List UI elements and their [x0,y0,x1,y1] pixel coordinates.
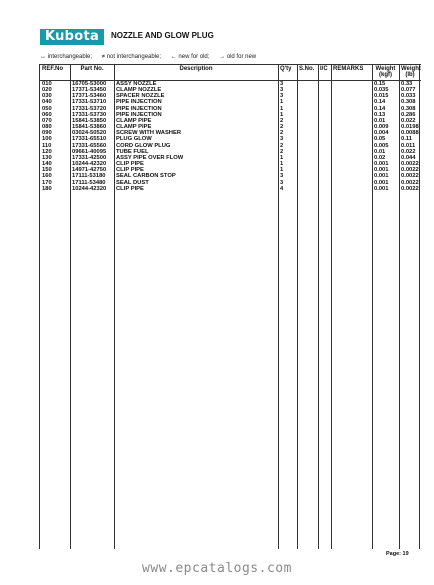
qty-cell: 3 [280,179,284,186]
weight-lb-cell: 0.077 [401,87,416,94]
ref-no-cell: 030 [42,93,52,100]
weight-lb-cell: 0.0198 [401,124,419,131]
weight-kgf-cell: 0.01 [374,117,386,124]
weight-kgf-cell: 0.004 [374,130,389,137]
ref-no-cell: 070 [42,117,52,124]
qty-cell: 1 [280,105,284,112]
weight-kgf-cell: 0.009 [374,124,389,131]
ref-no-cell: 050 [42,105,52,112]
description-cell: ASSY NOZZLE [116,81,157,87]
qty-cell: 2 [280,117,284,124]
weight-lb-cell: 0.022 [401,148,416,155]
part-no-cell: 15841-53850 [72,117,107,124]
ref-no-cell: 040 [42,99,52,106]
part-no-cell: 15841-53860 [72,124,107,131]
col-qty: Q'ty [278,65,297,81]
qty-cell: 1 [280,111,284,118]
ref-no-cell: 160 [42,173,52,180]
qty-cell: 4 [280,185,284,192]
part-no-cell: 17331-53730 [72,111,107,118]
ic-cell [318,186,331,192]
qty-cell: 3 [280,136,284,143]
qty-cell: 2 [280,148,284,155]
col-serial-no: S.No. [297,65,318,81]
ref-no-cell: 090 [42,130,52,137]
weight-kgf-cell: 0.001 [374,161,389,168]
description-cell: ASSY PIPE OVER FLOW [116,154,184,161]
qty-cell: 3 [280,93,284,100]
ref-no-cell: 060 [42,111,52,118]
ref-no-cell: 120 [42,148,52,155]
table-row [40,186,421,192]
weight-kgf-cell: 0.001 [374,179,389,186]
legend-interchangeable: ↔ interchangeable; [40,54,93,60]
qty-cell: 1 [280,161,284,168]
part-no-cell: 17371-53450 [72,87,107,94]
part-no-cell: 17111-53180 [72,173,106,180]
weight-lb-cell: 0.0022 [401,173,419,180]
part-no-cell: 17111-53480 [72,179,106,186]
parts-table [40,64,421,192]
description-cell: SPACER NOZZLE [116,93,165,100]
ref-no-cell: 180 [42,185,52,192]
weight-kgf-cell: 0.05 [374,136,386,143]
weight-kgf-cell: 0.02 [374,154,386,161]
table-header-row [40,65,421,81]
weight-kgf-cell: 0.035 [374,87,389,94]
weight-kgf-cell: 0.001 [374,185,389,192]
description-cell: CLAMP PIPE [116,117,152,124]
weight-kgf-cell: 0.15 [374,81,386,87]
ref-no-cell: 080 [42,124,52,131]
weight-kgf-cell: 0.005 [374,142,389,149]
qty-cell: 1 [280,154,284,161]
part-no-cell: 03024-50520 [72,130,107,137]
weight-lb-cell: 0.308 [401,99,416,106]
serial-no-cell [297,186,318,192]
qty-cell: 1 [280,167,284,174]
part-no-cell: 10244-42320 [72,161,107,168]
description-cell: CORD GLOW PLUG [116,142,171,149]
parts-table-frame [39,64,420,549]
weight-lb-cell: 0.33 [401,81,413,87]
ref-no-cell: 130 [42,154,52,161]
description-cell: CLIP PIPE [116,167,144,174]
qty-cell: 1 [280,99,284,106]
col-part-no: Part No. [70,65,114,81]
page-title: NOZZLE AND GLOW PLUG [111,31,214,40]
table-row [40,81,421,88]
description-cell: SEAL CARBON STOP [116,173,176,180]
col-description: Description [114,65,278,81]
weight-lb-cell: 0.022 [401,117,416,124]
qty-cell: 3 [280,173,284,180]
serial-no-cell [297,81,318,88]
weight-lb-cell: 0.308 [401,105,416,112]
page-number: Page: 19 [386,551,409,557]
ref-no-cell: 140 [42,161,52,168]
col-weight-lb: Weight (lb) [399,65,421,81]
weight-kgf-cell: 0.001 [374,167,389,174]
description-cell: PIPE INJECTION [116,111,162,118]
legend-old-for-new: → old for new [219,54,257,60]
weight-lb-cell: 0.044 [401,154,416,161]
description-cell: PIPE INJECTION [116,99,162,106]
ic-cell [318,81,331,88]
part-no-cell: 17331-53710 [72,99,107,106]
part-no-cell: 17371-53460 [72,93,107,100]
weight-lb-cell: 0.0088 [401,130,419,137]
description-cell: CLAMP PIPE [116,124,152,131]
weight-lb-cell: 0.0022 [401,179,419,186]
col-remarks: REMARKS [331,65,372,81]
weight-lb-cell: 0.0022 [401,185,419,192]
description-cell: SCREW WITH WASHER [116,130,182,137]
weight-lb-cell: 0.0022 [401,167,419,174]
weight-lb-cell: 0.0022 [401,161,419,168]
part-no-cell: 10244-42320 [72,185,107,192]
description-cell: CLIP PIPE [116,185,144,192]
description-cell: SEAL DUST [116,179,149,186]
weight-kgf-cell: 0.14 [374,105,386,112]
description-cell: CLIP PIPE [116,161,144,168]
remarks-cell [331,81,372,88]
description-cell: PLUG GLOW [116,136,152,143]
weight-kgf-cell: 0.14 [374,99,386,106]
col-weight-kgf: Weight (kgf) [372,65,399,81]
legend-new-for-old: ← new for old; [170,54,210,60]
ref-no-cell: 110 [42,142,52,149]
kubota-logo: Kubota [40,29,104,45]
weight-lb-cell: 0.11 [401,136,412,143]
part-no-cell: 14971-42750 [72,167,107,174]
qty-cell: 3 [280,81,284,87]
description-cell: CLAMP NOZZLE [116,87,162,94]
qty-cell: 2 [280,142,284,149]
weight-kgf-cell: 0.13 [374,111,386,118]
col-ref-no: REF.No [40,65,70,81]
weight-kgf-cell: 0.015 [374,93,389,100]
col-ic: I/C [318,65,331,81]
part-no-cell: 17331-65560 [72,142,107,149]
part-no-cell: 17331-42500 [72,154,107,161]
ref-no-cell: 100 [42,136,52,143]
ref-no-cell: 150 [42,167,52,174]
weight-kgf-cell: 0.001 [374,173,389,180]
ref-no-cell: 170 [42,179,52,186]
weight-lb-cell: 0.011 [401,142,416,149]
description-cell: TUBE FUEL [116,148,149,155]
weight-kgf-cell: 0.01 [374,148,386,155]
ref-no-cell: 010 [42,81,52,87]
qty-cell: 2 [280,130,284,137]
qty-cell: 3 [280,87,284,94]
qty-cell: 2 [280,124,284,131]
remarks-cell [331,186,372,192]
ref-no-cell: 020 [42,87,52,94]
part-no-cell: 17331-65510 [72,136,107,143]
parts-table-body [40,81,421,192]
part-no-cell: 16705-53000 [72,81,107,87]
description-cell: PIPE INJECTION [116,105,162,112]
part-no-cell: 17331-53720 [72,105,107,112]
weight-lb-cell: 0.286 [401,111,416,118]
watermark: www.epcatalogs.com [142,561,292,576]
legend-not-interchangeable: ≠ not interchangeable; [101,54,162,60]
weight-lb-cell: 0.033 [401,93,416,100]
legend [40,54,264,60]
part-no-cell: 09661-40095 [72,148,107,155]
